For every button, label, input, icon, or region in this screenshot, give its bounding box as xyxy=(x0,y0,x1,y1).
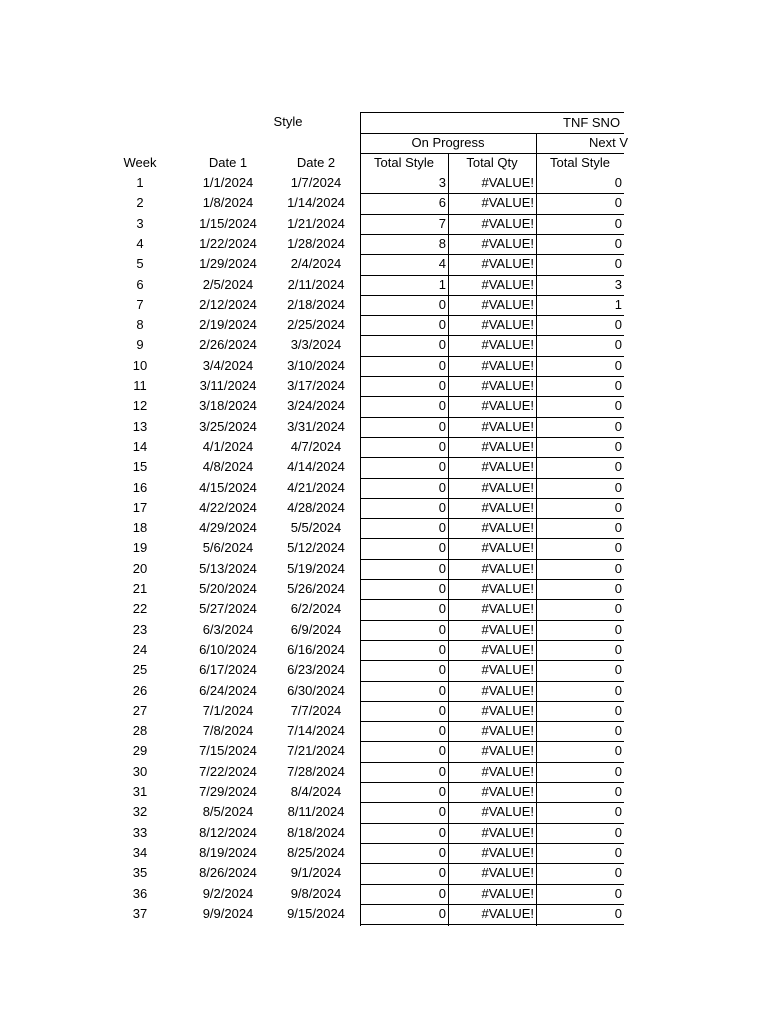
total-qty-cell: #VALUE! xyxy=(481,175,534,190)
date1-cell: 4/22/2024 xyxy=(199,500,257,515)
week-cell: 24 xyxy=(132,642,148,657)
next-total-style-cell: 0 xyxy=(614,195,622,210)
row-divider xyxy=(360,924,624,925)
week-cell: 6 xyxy=(136,277,144,292)
column-header-date1: Date 1 xyxy=(208,155,248,170)
total-style-cell: 0 xyxy=(438,662,446,677)
date1-cell: 7/1/2024 xyxy=(202,703,254,718)
total-style-cell: 0 xyxy=(438,764,446,779)
date2-cell: 6/23/2024 xyxy=(287,662,345,677)
total-qty-cell: #VALUE! xyxy=(481,642,534,657)
total-qty-cell: #VALUE! xyxy=(481,480,534,495)
total-qty-cell: #VALUE! xyxy=(481,622,534,637)
next-total-style-cell: 0 xyxy=(614,825,622,840)
column-header-week: Week xyxy=(123,155,157,170)
date1-cell: 1/15/2024 xyxy=(199,216,257,231)
date1-cell: 4/1/2024 xyxy=(202,439,254,454)
next-total-style-cell: 0 xyxy=(614,175,622,190)
date1-cell: 3/4/2024 xyxy=(202,358,254,373)
week-cell: 1 xyxy=(136,175,144,190)
next-total-style-cell: 0 xyxy=(614,337,622,352)
week-cell: 9 xyxy=(136,337,144,352)
week-cell: 31 xyxy=(132,784,148,799)
date2-cell: 8/18/2024 xyxy=(287,825,345,840)
date2-cell: 8/11/2024 xyxy=(287,804,345,819)
week-cell: 18 xyxy=(132,520,148,535)
date2-cell: 3/3/2024 xyxy=(290,337,342,352)
date1-cell: 7/15/2024 xyxy=(199,743,257,758)
total-style-cell: 0 xyxy=(438,337,446,352)
total-style-cell: 0 xyxy=(438,297,446,312)
date1-cell: 6/17/2024 xyxy=(199,662,257,677)
next-total-style-cell: 0 xyxy=(614,500,622,515)
date2-cell: 4/21/2024 xyxy=(287,480,345,495)
total-qty-cell: #VALUE! xyxy=(481,337,534,352)
next-total-style-cell: 0 xyxy=(614,906,622,921)
total-qty-cell: #VALUE! xyxy=(481,358,534,373)
total-qty-cell: #VALUE! xyxy=(481,906,534,921)
date1-cell: 5/13/2024 xyxy=(199,561,257,576)
date1-cell: 4/8/2024 xyxy=(202,459,254,474)
total-qty-cell: #VALUE! xyxy=(481,439,534,454)
date1-cell: 2/5/2024 xyxy=(202,277,254,292)
next-total-style-cell: 0 xyxy=(614,642,622,657)
next-total-style-cell: 0 xyxy=(614,398,622,413)
next-total-style-cell: 0 xyxy=(614,622,622,637)
total-style-cell: 7 xyxy=(438,216,446,231)
next-total-style-cell: 0 xyxy=(614,865,622,880)
date2-cell: 1/21/2024 xyxy=(287,216,345,231)
total-qty-cell: #VALUE! xyxy=(481,743,534,758)
next-total-style-cell: 0 xyxy=(614,520,622,535)
total-qty-cell: #VALUE! xyxy=(481,419,534,434)
date1-cell: 1/29/2024 xyxy=(199,256,257,271)
date1-cell: 6/24/2024 xyxy=(199,683,257,698)
date2-cell: 6/30/2024 xyxy=(287,683,345,698)
next-total-style-cell: 0 xyxy=(614,804,622,819)
total-qty-cell: #VALUE! xyxy=(481,500,534,515)
week-cell: 23 xyxy=(132,622,148,637)
date1-cell: 4/29/2024 xyxy=(199,520,257,535)
total-qty-cell: #VALUE! xyxy=(481,683,534,698)
total-qty-cell: #VALUE! xyxy=(481,581,534,596)
date2-cell: 6/9/2024 xyxy=(290,622,342,637)
total-style-cell: 0 xyxy=(438,825,446,840)
total-style-cell: 0 xyxy=(438,500,446,515)
week-cell: 13 xyxy=(132,419,148,434)
total-style-cell: 0 xyxy=(438,419,446,434)
next-total-style-cell: 0 xyxy=(614,216,622,231)
date1-cell: 5/27/2024 xyxy=(199,601,257,616)
date1-cell: 2/19/2024 xyxy=(199,317,257,332)
date2-cell: 5/12/2024 xyxy=(287,540,345,555)
date1-cell: 8/19/2024 xyxy=(199,845,257,860)
week-cell: 27 xyxy=(132,703,148,718)
total-style-cell: 0 xyxy=(438,480,446,495)
date2-cell: 3/31/2024 xyxy=(287,419,345,434)
date1-cell: 7/29/2024 xyxy=(199,784,257,799)
total-style-cell: 0 xyxy=(438,845,446,860)
date1-cell: 6/3/2024 xyxy=(202,622,254,637)
week-cell: 12 xyxy=(132,398,148,413)
date2-cell: 9/15/2024 xyxy=(287,906,345,921)
next-total-style-cell: 0 xyxy=(614,703,622,718)
date2-cell: 7/14/2024 xyxy=(287,723,345,738)
column-header-total-qty: Total Qty xyxy=(466,155,518,170)
total-style-cell: 0 xyxy=(438,378,446,393)
total-style-cell: 0 xyxy=(438,622,446,637)
total-style-cell: 0 xyxy=(438,358,446,373)
date1-cell: 9/2/2024 xyxy=(202,886,254,901)
date2-cell: 1/14/2024 xyxy=(287,195,345,210)
next-total-style-cell: 0 xyxy=(614,601,622,616)
total-style-cell: 0 xyxy=(438,784,446,799)
total-qty-cell: #VALUE! xyxy=(481,601,534,616)
total-qty-cell: #VALUE! xyxy=(481,520,534,535)
next-total-style-cell: 0 xyxy=(614,459,622,474)
total-qty-cell: #VALUE! xyxy=(481,845,534,860)
date1-cell: 5/6/2024 xyxy=(202,540,254,555)
date2-cell: 8/4/2024 xyxy=(290,784,342,799)
date1-cell: 9/9/2024 xyxy=(202,906,254,921)
bordered-table-region xyxy=(360,0,629,1024)
date2-cell: 6/16/2024 xyxy=(287,642,345,657)
total-qty-cell: #VALUE! xyxy=(481,297,534,312)
date2-cell: 6/2/2024 xyxy=(290,601,342,616)
week-cell: 3 xyxy=(136,216,144,231)
date2-cell: 2/18/2024 xyxy=(287,297,345,312)
week-cell: 11 xyxy=(133,378,147,393)
week-cell: 26 xyxy=(132,683,148,698)
total-style-cell: 0 xyxy=(438,642,446,657)
next-total-style-cell: 0 xyxy=(614,378,622,393)
total-style-cell: 0 xyxy=(438,723,446,738)
week-cell: 20 xyxy=(132,561,148,576)
date1-cell: 4/15/2024 xyxy=(199,480,257,495)
week-cell: 37 xyxy=(132,906,148,921)
week-cell: 2 xyxy=(136,195,144,210)
next-total-style-cell: 0 xyxy=(614,662,622,677)
next-total-style-cell: 0 xyxy=(614,581,622,596)
date2-cell: 5/26/2024 xyxy=(287,581,345,596)
total-qty-cell: #VALUE! xyxy=(481,764,534,779)
total-style-cell: 0 xyxy=(438,398,446,413)
date1-cell: 2/26/2024 xyxy=(199,337,257,352)
total-qty-cell: #VALUE! xyxy=(481,886,534,901)
total-style-cell: 8 xyxy=(438,236,446,251)
date1-cell: 1/1/2024 xyxy=(202,175,254,190)
total-style-cell: 0 xyxy=(438,683,446,698)
total-qty-cell: #VALUE! xyxy=(481,865,534,880)
next-total-style-cell: 0 xyxy=(614,764,622,779)
on-progress-label: On Progress xyxy=(411,135,485,150)
week-cell: 19 xyxy=(132,540,148,555)
total-style-cell: 0 xyxy=(438,317,446,332)
total-style-cell: 0 xyxy=(438,886,446,901)
date2-cell: 5/19/2024 xyxy=(287,561,345,576)
week-cell: 7 xyxy=(136,297,144,312)
date1-cell: 8/26/2024 xyxy=(199,865,257,880)
total-qty-cell: #VALUE! xyxy=(481,236,534,251)
next-total-style-cell: 0 xyxy=(614,561,622,576)
date2-cell: 3/17/2024 xyxy=(287,378,345,393)
total-qty-cell: #VALUE! xyxy=(481,804,534,819)
date2-cell: 7/28/2024 xyxy=(287,764,345,779)
week-cell: 33 xyxy=(132,825,148,840)
week-cell: 35 xyxy=(132,865,148,880)
date1-cell: 2/12/2024 xyxy=(199,297,257,312)
date2-cell: 8/25/2024 xyxy=(287,845,345,860)
date1-cell: 1/8/2024 xyxy=(202,195,254,210)
total-style-cell: 4 xyxy=(438,256,446,271)
week-cell: 4 xyxy=(136,236,144,251)
date2-cell: 4/7/2024 xyxy=(290,439,342,454)
total-qty-cell: #VALUE! xyxy=(481,216,534,231)
week-cell: 36 xyxy=(132,886,148,901)
date1-cell: 7/8/2024 xyxy=(202,723,254,738)
total-style-cell: 0 xyxy=(438,439,446,454)
total-qty-cell: #VALUE! xyxy=(481,540,534,555)
column-header-date2: Date 2 xyxy=(296,155,336,170)
date1-cell: 3/11/2024 xyxy=(199,378,257,393)
column-header-next-total-style: Total Style xyxy=(550,155,610,170)
next-total-style-cell: 0 xyxy=(614,480,622,495)
date2-cell: 4/14/2024 xyxy=(287,459,345,474)
total-qty-cell: #VALUE! xyxy=(481,378,534,393)
total-qty-cell: #VALUE! xyxy=(481,459,534,474)
total-style-cell: 3 xyxy=(438,175,446,190)
total-qty-cell: #VALUE! xyxy=(481,703,534,718)
date2-cell: 1/28/2024 xyxy=(287,236,345,251)
next-total-style-cell: 0 xyxy=(614,784,622,799)
date2-cell: 5/5/2024 xyxy=(290,520,342,535)
total-qty-cell: #VALUE! xyxy=(481,784,534,799)
date2-cell: 3/10/2024 xyxy=(287,358,345,373)
next-total-style-cell: 3 xyxy=(614,277,622,292)
date2-cell: 2/4/2024 xyxy=(290,256,342,271)
week-cell: 25 xyxy=(132,662,148,677)
date2-cell: 2/25/2024 xyxy=(287,317,345,332)
total-style-cell: 0 xyxy=(438,865,446,880)
week-cell: 8 xyxy=(136,317,144,332)
week-cell: 32 xyxy=(132,804,148,819)
total-style-cell: 0 xyxy=(438,601,446,616)
date2-cell: 9/1/2024 xyxy=(290,865,342,880)
week-cell: 29 xyxy=(132,743,148,758)
total-qty-cell: #VALUE! xyxy=(481,256,534,271)
next-total-style-cell: 0 xyxy=(614,358,622,373)
total-style-cell: 0 xyxy=(438,459,446,474)
total-style-cell: 6 xyxy=(438,195,446,210)
week-cell: 5 xyxy=(136,256,144,271)
next-total-style-cell: 0 xyxy=(614,317,622,332)
date2-cell: 7/21/2024 xyxy=(287,743,345,758)
date1-cell: 7/22/2024 xyxy=(199,764,257,779)
date1-cell: 6/10/2024 xyxy=(199,642,257,657)
total-style-cell: 0 xyxy=(438,581,446,596)
week-cell: 17 xyxy=(132,500,148,515)
column-header-total-style: Total Style xyxy=(374,155,434,170)
date1-cell: 3/25/2024 xyxy=(199,419,257,434)
total-style-cell: 0 xyxy=(438,804,446,819)
week-cell: 34 xyxy=(132,845,148,860)
total-qty-cell: #VALUE! xyxy=(481,195,534,210)
date2-cell: 2/11/2024 xyxy=(287,277,345,292)
style-label: Style xyxy=(273,114,303,129)
total-qty-cell: #VALUE! xyxy=(481,398,534,413)
total-style-cell: 1 xyxy=(438,277,446,292)
next-label: Next V xyxy=(589,135,629,150)
date1-cell: 8/5/2024 xyxy=(202,804,254,819)
total-qty-cell: #VALUE! xyxy=(481,317,534,332)
next-total-style-cell: 0 xyxy=(614,439,622,454)
week-cell: 16 xyxy=(132,480,148,495)
date1-cell: 3/18/2024 xyxy=(199,398,257,413)
next-total-style-cell: 0 xyxy=(614,845,622,860)
total-style-cell: 0 xyxy=(438,520,446,535)
total-qty-cell: #VALUE! xyxy=(481,825,534,840)
total-style-cell: 0 xyxy=(438,561,446,576)
next-total-style-cell: 0 xyxy=(614,886,622,901)
date1-cell: 5/20/2024 xyxy=(199,581,257,596)
week-cell: 15 xyxy=(132,459,148,474)
date1-cell: 8/12/2024 xyxy=(199,825,257,840)
total-qty-cell: #VALUE! xyxy=(481,277,534,292)
total-style-cell: 0 xyxy=(438,540,446,555)
date2-cell: 3/24/2024 xyxy=(287,398,345,413)
next-total-style-cell: 0 xyxy=(614,256,622,271)
next-total-style-cell: 1 xyxy=(614,297,622,312)
week-cell: 22 xyxy=(132,601,148,616)
next-total-style-cell: 0 xyxy=(614,683,622,698)
date2-cell: 9/8/2024 xyxy=(290,886,342,901)
total-qty-cell: #VALUE! xyxy=(481,662,534,677)
date2-cell: 7/7/2024 xyxy=(290,703,342,718)
total-style-cell: 0 xyxy=(438,743,446,758)
date1-cell: 1/22/2024 xyxy=(199,236,257,251)
week-cell: 14 xyxy=(132,439,148,454)
week-cell: 28 xyxy=(132,723,148,738)
total-style-cell: 0 xyxy=(438,703,446,718)
date2-cell: 1/7/2024 xyxy=(290,175,342,190)
date2-cell: 4/28/2024 xyxy=(287,500,345,515)
next-total-style-cell: 0 xyxy=(614,743,622,758)
total-qty-cell: #VALUE! xyxy=(481,561,534,576)
next-total-style-cell: 0 xyxy=(614,236,622,251)
total-qty-cell: #VALUE! xyxy=(481,723,534,738)
week-cell: 10 xyxy=(132,358,148,373)
week-cell: 21 xyxy=(132,581,148,596)
next-total-style-cell: 0 xyxy=(614,540,622,555)
week-cell: 30 xyxy=(132,764,148,779)
group-title: TNF SNO xyxy=(563,115,621,130)
total-style-cell: 0 xyxy=(438,906,446,921)
next-total-style-cell: 0 xyxy=(614,723,622,738)
next-total-style-cell: 0 xyxy=(614,419,622,434)
